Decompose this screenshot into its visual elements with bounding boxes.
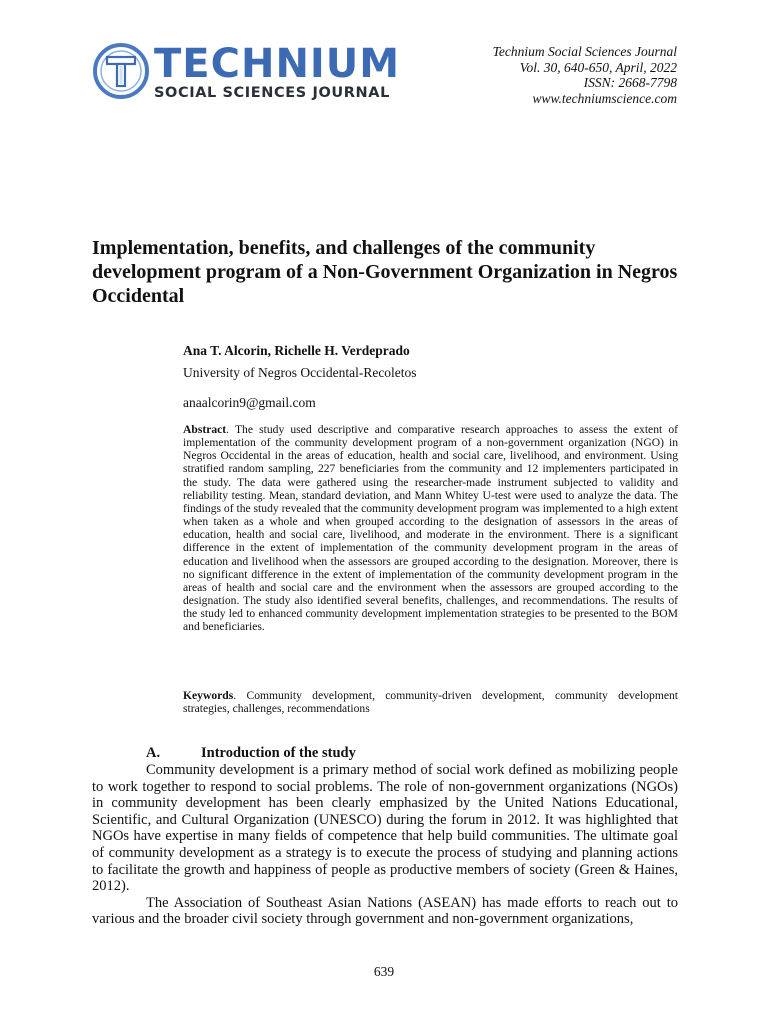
abstract-label: Abstract xyxy=(183,423,227,436)
keywords-text: . Community development, community-driven development, community development strategies, challenges, recommendations xyxy=(183,689,678,716)
journal-volume: Vol. 30, 640-650, April, 2022 xyxy=(519,59,677,75)
journal-logo xyxy=(92,41,401,104)
body-text xyxy=(92,762,678,928)
journal-issn: ISSN: 2668-7798 xyxy=(583,75,677,90)
paper-title: Implementation, benefits, and challenges of the community development program of a Non-Government Organization in Negros Occidental xyxy=(92,237,678,307)
journal-meta xyxy=(493,44,677,106)
paper-authors: Ana T. Alcorin, Richelle H. Verdeprado xyxy=(183,343,410,358)
section-number: A. xyxy=(146,745,161,761)
abstract xyxy=(183,423,678,634)
logo-wordmark: TECHNIUM xyxy=(154,41,401,87)
technium-logo-icon xyxy=(92,42,150,100)
section-title: Introduction of the study xyxy=(201,745,356,761)
section-heading xyxy=(146,745,356,762)
abstract-text: . The study used descriptive and comparative research approaches to assess the extent of implementation of the community development program of a non-government organization (NGO) in Negros Occidental in the areas of education, health and social care, livelihood, and environment. Using stratified random sampling, 227 beneficiaries from the community and 12 implementers participated in the study. The data were gathered using the researcher-made instrument subjected to validity and reliability testing. Mean, standard deviation, and Mann Whitey U-test were used to analyze the data. The findings of the study revealed that the community development program was implemented to a high extent when taken as a whole and when grouped according to the designation of assessors in the areas of education, health and social care, livelihood, and moderate in the environment. There is a significant difference in the extent of implementation of the community development program in the areas of education and livelihood when the assessors are grouped according to the designation. Moreover, there is no significant difference in the extent of implementation of the community development program in the areas of health and social care and the environment when the assessors are grouped according to the designation. The study also identified several benefits, challenges, and recommendations. The results of the study led to enhanced community development implementation strategies to be presented to the BOM and beneficiaries. xyxy=(183,423,678,634)
page-number: 639 xyxy=(373,964,395,979)
keywords xyxy=(183,689,678,715)
journal-website: www.techniumscience.com xyxy=(532,90,677,106)
logo-subtitle: SOCIAL SCIENCES JOURNAL xyxy=(154,85,390,101)
paragraph: Community development is a primary method of social work defined as mobilizing people to work together to respond to social problems. The role of non-government organizations (NGOs) in community development has been clearly emphasized by the United Nations Educational, Scientific, and Cultural Organization (UNESCO) during the forum in 2012. It was highlighted that NGOs have expertise in many fields of competence that help build communities. The ultimate goal of community development as a strategy is to execute the process of studying and planning actions to facilitate the growth and happiness of people as productive members of society (Green & Haines, 2012). xyxy=(92,762,678,895)
journal-name: Technium Social Sciences Journal xyxy=(492,44,677,59)
paragraph: The Association of Southeast Asian Nations (ASEAN) has made efforts to reach out to various and the broader civil society through government and non-government organizations, xyxy=(92,894,678,928)
author-affiliation: University of Negros Occidental-Recoletos xyxy=(183,365,417,380)
keywords-label: Keywords xyxy=(183,689,234,702)
author-email: anaalcorin9@gmail.com xyxy=(183,395,316,410)
